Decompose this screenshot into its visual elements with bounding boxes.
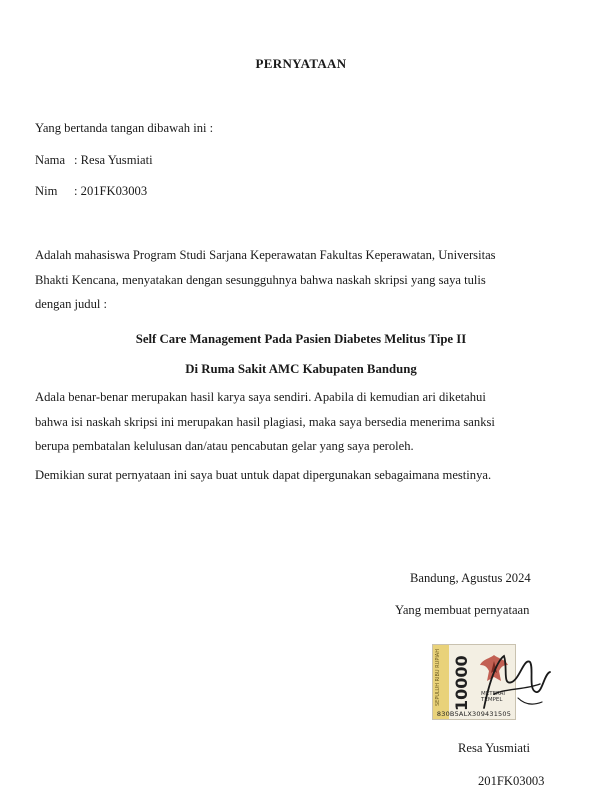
place-date: Bandung, Agustus 2024 [410,571,531,585]
declaration-line-2: bahwa isi naskah skripsi ini merupakan hasil plagiasi, maka saya bersedia menerima sanksi [35,415,495,429]
stamp-vertical-text: SEPULUH RIBU RUPIAH [435,649,441,706]
statement-line-2: Bhakti Kencana, menyatakan dengan sesungguhnya bahwa naskah skripsi yang saya tulis [35,273,486,287]
declaration-line-3: berupa pembatalan kelulusan dan/atau pencabutan gelar yang saya peroleh. [35,439,414,453]
name-value: : Resa Yusmiati [74,153,153,167]
statement-line-3: dengan judul : [35,297,108,311]
declaration-line-1: Adala benar-benar merupakan hasil karya saya sendiri. Apabila di kemudian ari diketahui [35,390,486,404]
nim-label: Nim [35,184,58,198]
stamp-label: METERAI TEMPEL [481,691,506,703]
stamp-amount: 10000 [452,655,471,711]
signer-nim: 201FK03003 [478,774,545,788]
thesis-title-line-2: Di Ruma Sakit AMC Kabupaten Bandung [185,362,417,376]
signer-name: Resa Yusmiati [458,741,530,755]
statement-line-1: Adalah mahasiswa Program Studi Sarjana Keperawatan Fakultas Keperawatan, Universitas [35,248,496,262]
intro-text: Yang bertanda tangan dibawah ini : [35,121,214,135]
handwritten-signature [424,638,554,728]
signature-area [424,638,554,728]
nim-value: : 201FK03003 [74,184,148,198]
closing-text: Demikian surat pernyataan ini saya buat untuk dapat dipergunakan sebagaimana mestinya. [35,468,492,482]
thesis-title-line-1: Self Care Management Pada Pasien Diabetes Melitus Tipe II [135,332,467,346]
document-title: PERNYATAAN [255,56,347,71]
signer-role: Yang membuat pernyataan [395,603,530,617]
name-label: Nama [35,153,66,167]
stamp-serial-code: 830B5ALX309431505 [436,710,512,718]
